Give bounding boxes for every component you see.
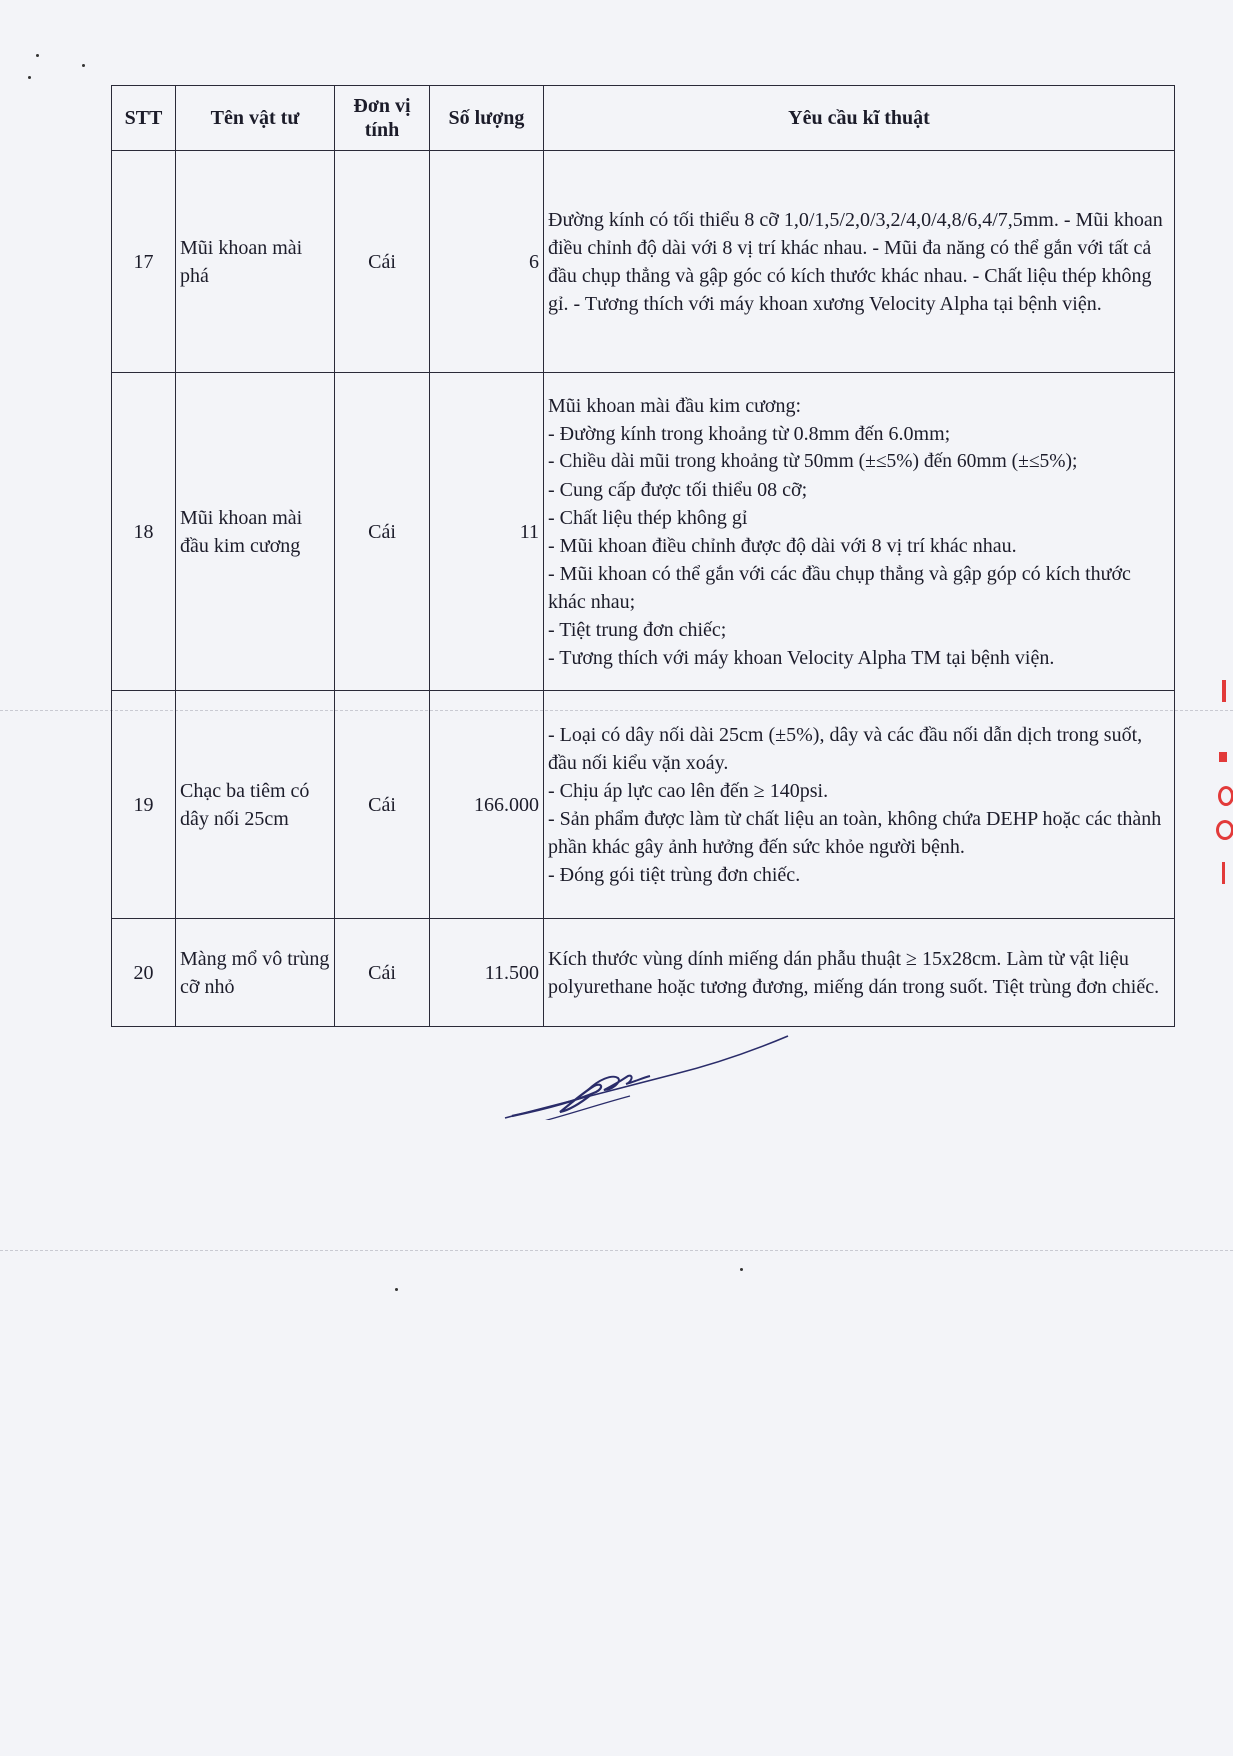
row-stt: 17 xyxy=(112,151,176,373)
scan-speck xyxy=(36,54,39,57)
scan-speck xyxy=(82,64,85,67)
requirement-line: - Mũi khoan có thể gắn với các đầu chụp thẳng và gập góp có kích thước khác nhau; xyxy=(548,562,1131,613)
requirement-line: - Chiều dài mũi trong khoảng từ 50mm (±≤5%) đến 60mm (±≤5%); xyxy=(548,450,1078,472)
table-row xyxy=(112,919,1175,1027)
requirement-line: - Đường kính trong khoảng từ 0.8mm đến 6.0mm; xyxy=(548,422,951,445)
row-requirements xyxy=(544,151,1175,373)
specification-table xyxy=(111,85,1175,1027)
stamp-edge-mark xyxy=(1216,820,1233,840)
row-qty: 11.500 xyxy=(430,919,544,1027)
table-row xyxy=(112,691,1175,919)
requirement-line: - Mũi khoan điều chỉnh được độ dài với 8 vị trí khác nhau. xyxy=(548,534,1017,557)
row-qty: 11 xyxy=(430,373,544,691)
requirement-line: - Chịu áp lực cao lên đến ≥ 140psi. xyxy=(548,779,829,802)
row-name: Chạc ba tiêm có dây nối 25cm xyxy=(176,691,335,919)
row-unit: Cái xyxy=(335,373,430,691)
header-stt: STT xyxy=(112,86,176,151)
row-requirements xyxy=(544,919,1175,1027)
header-requirements: Yêu cầu kĩ thuật xyxy=(544,86,1175,151)
requirement-line: - Loại có dây nối dài 25cm (±5%), dây và các đầu nối dẫn dịch trong suốt, đầu nối kiểu vặn xoáy. xyxy=(548,723,1143,774)
header-qty: Số lượng xyxy=(430,86,544,151)
row-name: Mũi khoan mài phá xyxy=(176,151,335,373)
scan-speck xyxy=(395,1288,398,1291)
row-stt: 18 xyxy=(112,373,176,691)
requirement-line: Mũi khoan mài đầu kim cương: xyxy=(548,394,802,417)
row-name: Mũi khoan mài đầu kim cương xyxy=(176,373,335,691)
requirement-line: Đường kính có tối thiểu 8 cỡ 1,0/1,5/2,0/3,2/4,0/4,8/6,4/7,5mm. - Mũi khoan điều chỉnh độ dài với 8 vị trí khác nhau. - Mũi đa năng có thể gắn với tất cả đầu chụp thẳng và gập góc có kích thước khác nhau. - Chất liệu thép không gỉ. - Tương thích với máy khoan xương Velocity Alpha tại bệnh viện. xyxy=(548,208,1163,315)
signature xyxy=(500,1030,790,1120)
requirement-line: - Đóng gói tiệt trùng đơn chiếc. xyxy=(548,863,801,886)
row-unit: Cái xyxy=(335,151,430,373)
header-unit xyxy=(335,86,430,151)
scan-line xyxy=(0,1250,1233,1251)
row-requirements xyxy=(544,373,1175,691)
row-unit: Cái xyxy=(335,691,430,919)
table-row xyxy=(112,151,1175,373)
table-row xyxy=(112,373,1175,691)
requirement-line: - Cung cấp được tối thiểu 08 cỡ; xyxy=(548,478,808,501)
stamp-edge-mark xyxy=(1222,680,1226,702)
row-qty: 166.000 xyxy=(430,691,544,919)
scan-speck xyxy=(740,1268,743,1271)
row-name: Màng mổ vô trùng cỡ nhỏ xyxy=(176,919,335,1027)
row-requirements xyxy=(544,691,1175,919)
requirement-line: - Chất liệu thép không gỉ xyxy=(548,506,748,529)
row-qty: 6 xyxy=(430,151,544,373)
requirement-line: Kích thước vùng dính miếng dán phẫu thuật ≥ 15x28cm. Làm từ vật liệu polyurethane hoặc tương đương, miếng dán trong suốt. Tiệt trùng đơn chiếc. xyxy=(548,947,1160,998)
stamp-edge-mark xyxy=(1219,752,1227,762)
row-stt: 20 xyxy=(112,919,176,1027)
stamp-edge-mark xyxy=(1222,862,1225,884)
row-unit: Cái xyxy=(335,919,430,1027)
header-name: Tên vật tư xyxy=(176,86,335,151)
table-header-row xyxy=(112,86,1175,151)
header-unit-label: Đơn vị tính xyxy=(353,95,411,141)
scan-speck xyxy=(28,76,31,79)
requirement-line: - Sản phẩm được làm từ chất liệu an toàn, không chứa DEHP hoặc các thành phần khác gây ảnh hưởng đến sức khỏe người bệnh. xyxy=(548,807,1162,858)
requirement-line: - Tương thích với máy khoan Velocity Alpha TM tại bệnh viện. xyxy=(548,646,1055,669)
row-stt: 19 xyxy=(112,691,176,919)
stamp-edge-mark xyxy=(1218,786,1233,806)
requirement-line: - Tiệt trung đơn chiếc; xyxy=(548,618,727,641)
